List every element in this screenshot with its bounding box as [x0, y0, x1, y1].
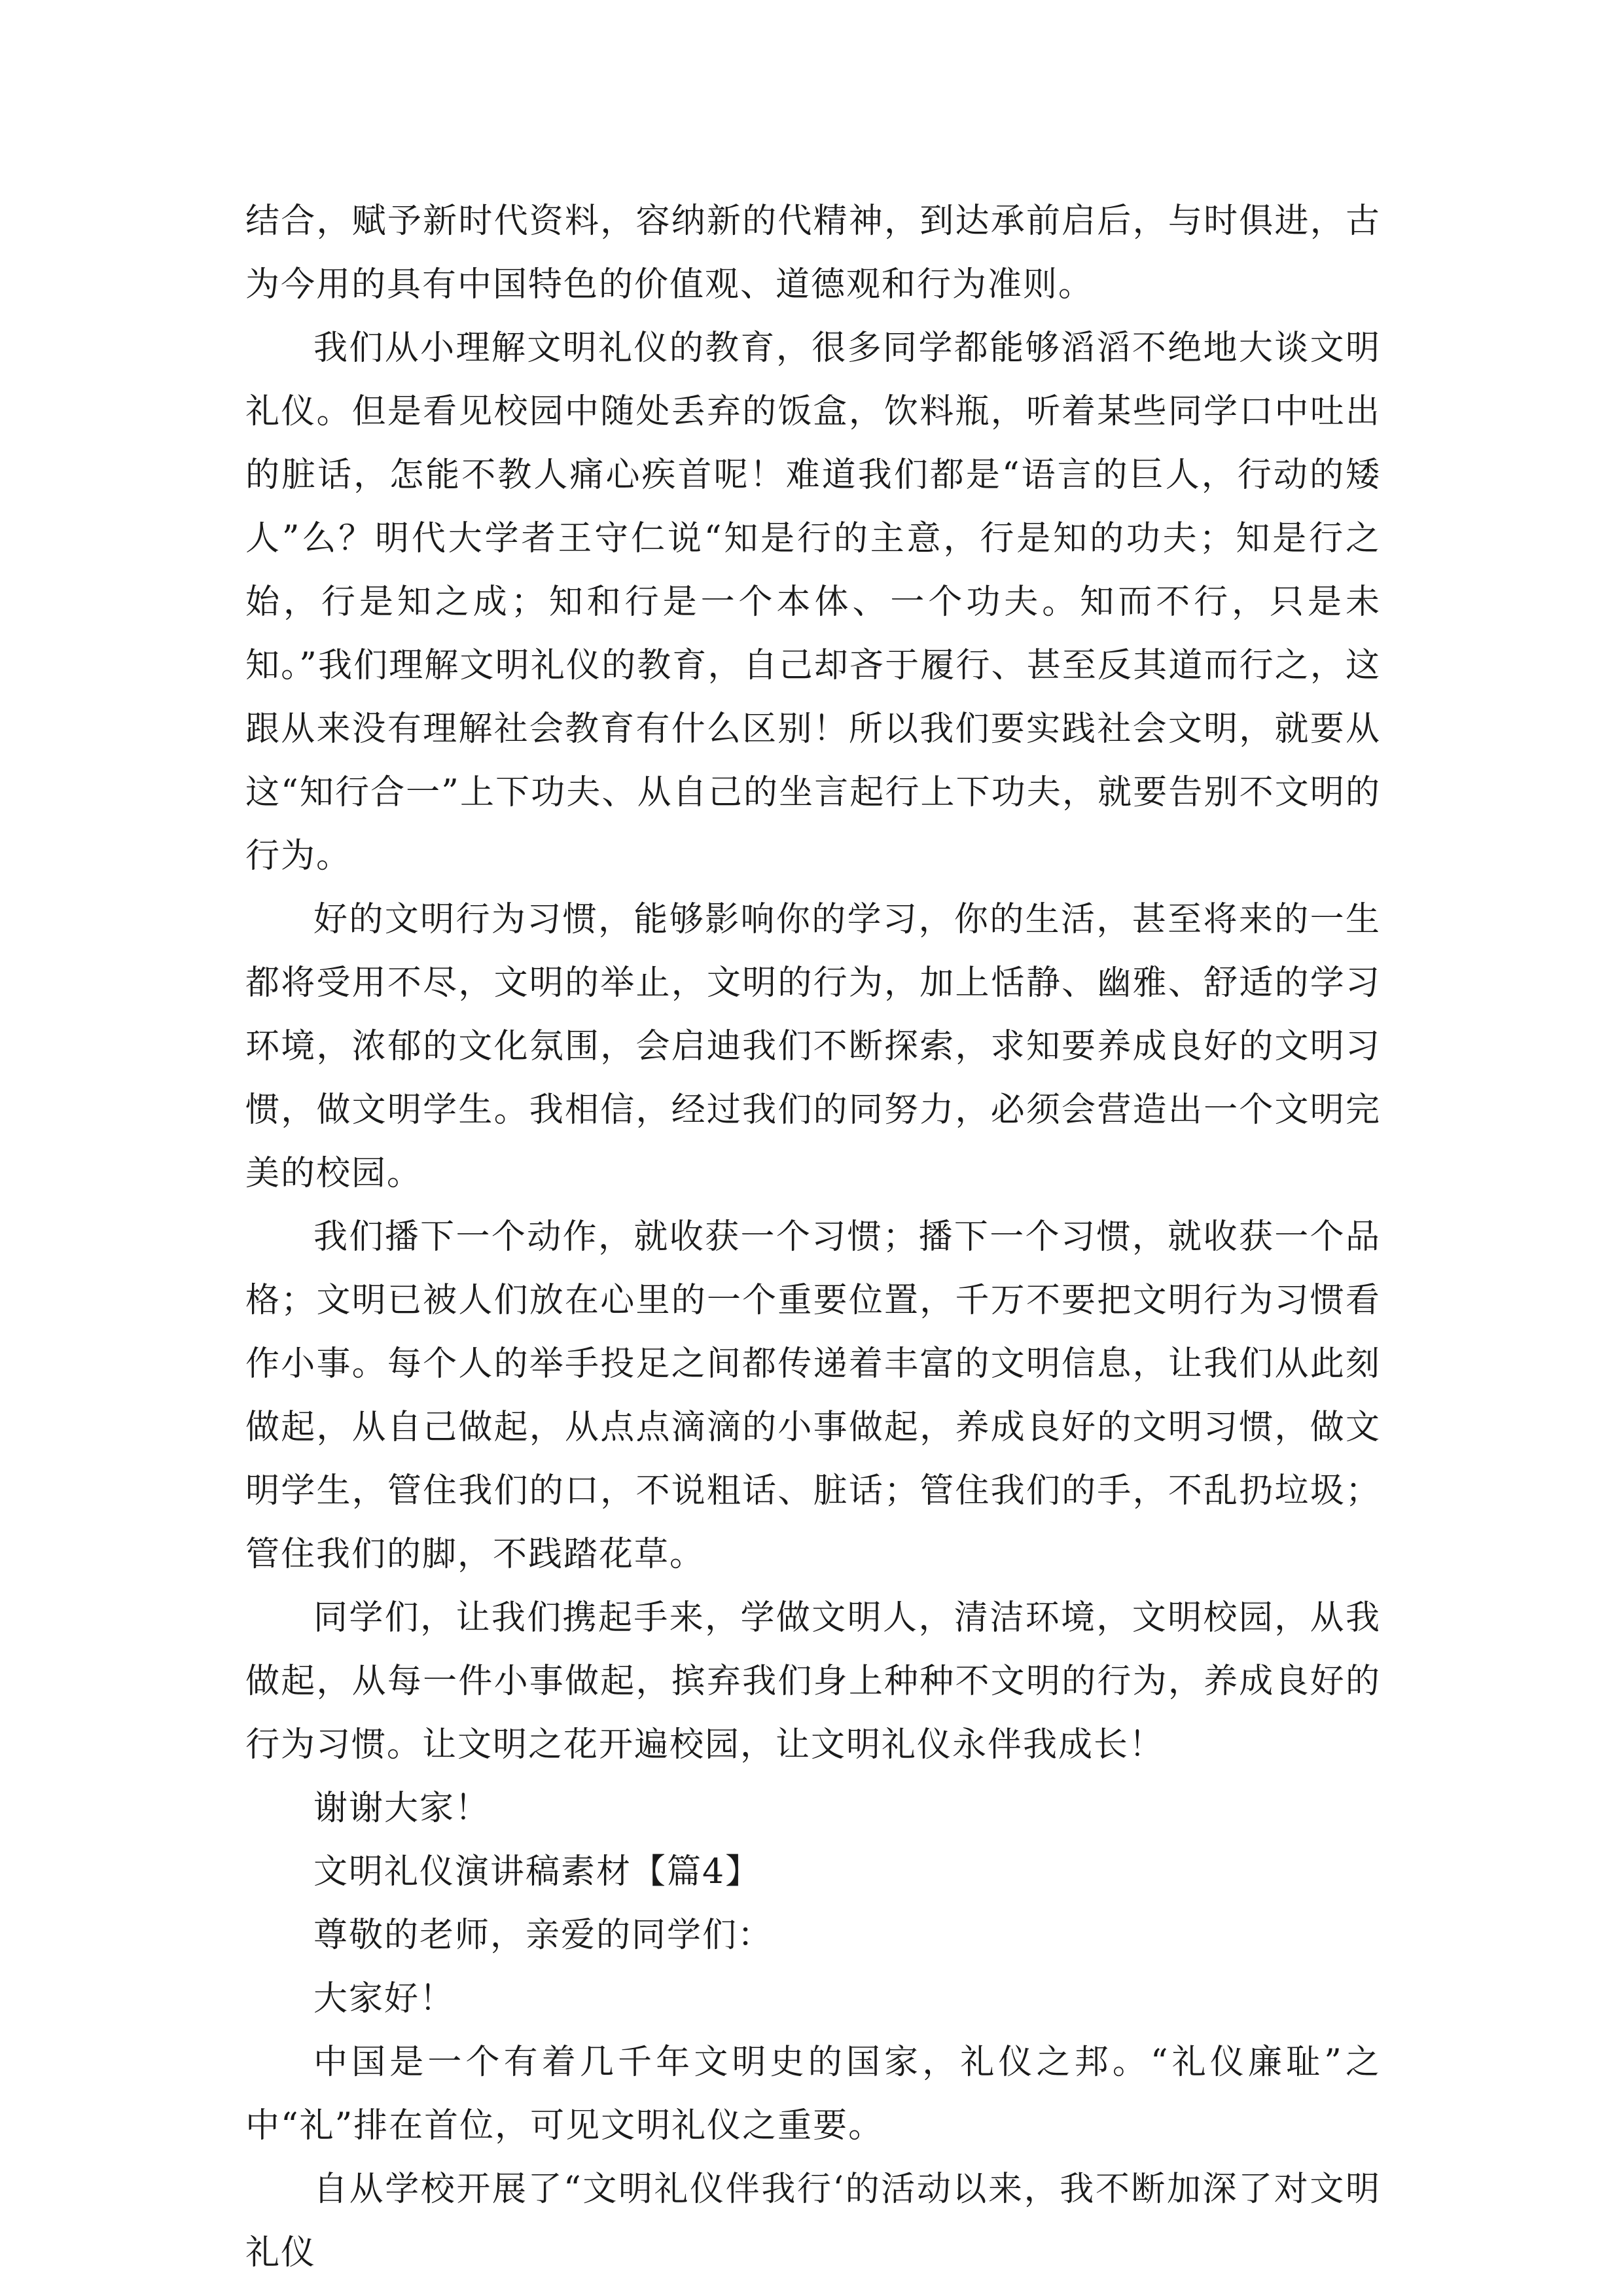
paragraph-call-to-action: 同学们，让我们携起手来，学做文明人，清洁环境，文明校园，从我做起，从每一件小事做起，摈弃我们身上种种不文明的行为，养成良好的行为习惯。让文明之花开遍校园，让文明礼仪永伴我成长！: [245, 1598, 1381, 1765]
paragraph-thanks: 谢谢大家！: [313, 1789, 491, 1828]
paragraph-knowledge-action: 我们从小理解文明礼仪的教育，很多同学都能够滔滔不绝地大谈文明礼仪。但是看见校园中随处丢弃的饭盒，饮料瓶，听着某些同学口中吐出的脏话，怎能不教人痛心疾首呢！难道我们都是“语言的巨人，行动的矮人”么？明代大学者王守仁说“知是行的主意，行是知的功夫；知是行之始，行是知之成；知和行是一个本体、一个功夫。知而不行，只是未知。”我们理解文明礼仪的教育，自己却吝于履行、甚至反其道而行之，这跟从来没有理解社会教育有什么区别！所以我们要实践社会文明，就要从这“知行合一”上下功夫、从自己的坐言起行上下功夫，就要告别不文明的行为。: [245, 329, 1381, 876]
paragraph-salutation: 尊敬的老师，亲爱的同学们：: [313, 1916, 774, 1955]
body-text: [245, 190, 1381, 2285]
section-heading: 文明礼仪演讲稿素材【篇4】: [313, 1852, 761, 1892]
paragraph-good-habits: 好的文明行为习惯，能够影响你的学习，你的生活，甚至将来的一生都将受用不尽，文明的举止，文明的行为，加上恬静、幽雅、舒适的学习环境，浓郁的文化氛围，会启迪我们不断探索，求知要养成良好的文明习惯，做文明学生。我相信，经过我们的同努力，必须会营造出一个文明完美的校园。: [245, 900, 1381, 1193]
paragraph-greeting: 大家好！: [313, 1979, 455, 2018]
paragraph-small-things: 我们播下一个动作，就收获一个习惯；播下一个习惯，就收获一个品格；文明已被人们放在心里的一个重要位置，千万不要把文明行为习惯看作小事。每个人的举手投足之间都传递着丰富的文明信息，让我们从此刻做起，从自己做起，从点点滴滴的小事做起，养成良好的文明习惯，做文明学生，管住我们的口，不说粗话、脏话；管住我们的手，不乱扔垃圾；管住我们的脚，不践踏花草。: [245, 1217, 1381, 1574]
paragraph-china-etiquette: 中国是一个有着几千年文明史的国家，礼仪之邦。“礼仪廉耻”之中“礼”排在首位，可见文明礼仪之重要。: [245, 2043, 1381, 2145]
paragraph-continuation: 结合，赋予新时代资料，容纳新的代精神，到达承前启后，与时俱进，古为今用的具有中国特色的价值观、道德观和行为准则。: [245, 202, 1381, 304]
paragraph-school-activity: 自从学校开展了“文明礼仪伴我行‘的活动以来，我不断加深了对文明礼仪: [245, 2170, 1381, 2272]
